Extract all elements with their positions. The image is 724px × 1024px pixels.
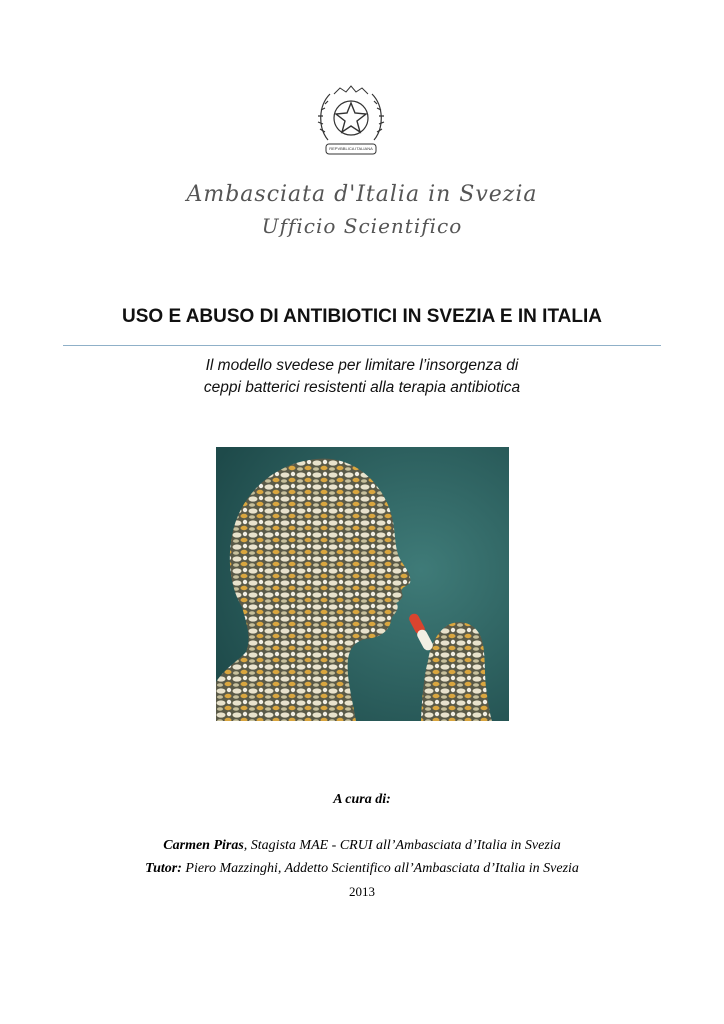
author-name: Carmen Piras [163,838,244,853]
emblem-ribbon-text: REPVBBLICA ITALIANA [329,146,373,151]
publication-year: 2013 [349,884,375,899]
office-name: Ufficio Scientifico [261,214,463,238]
author-role: , Stagista MAE - CRUI all’Ambasciata d’Italia in Svezia [243,838,561,853]
curated-by-label: A cura di: [333,792,391,807]
pill-head-illustration-icon [216,447,509,721]
document-title: USO E ABUSO DI ANTIBIOTICI IN SVEZIA E IN ITALIA [122,306,602,327]
embassy-name: Ambasciata d'Italia in Svezia [186,182,538,207]
tutor-credit [0,861,724,877]
tutor-label: Tutor: [145,861,182,876]
italian-republic-emblem-icon [316,84,386,162]
subtitle-line-2: ceppi batterici resistenti alla terapia antibiotica [203,379,521,396]
tutor-info: Piero Mazzinghi, Addetto Scientifico all’Ambasciata d’Italia in Svezia [181,861,579,876]
title-divider [63,345,661,346]
subtitle-line-1: Il modello svedese per limitare l’insorgenza di [205,357,519,374]
author-credit [0,838,724,854]
